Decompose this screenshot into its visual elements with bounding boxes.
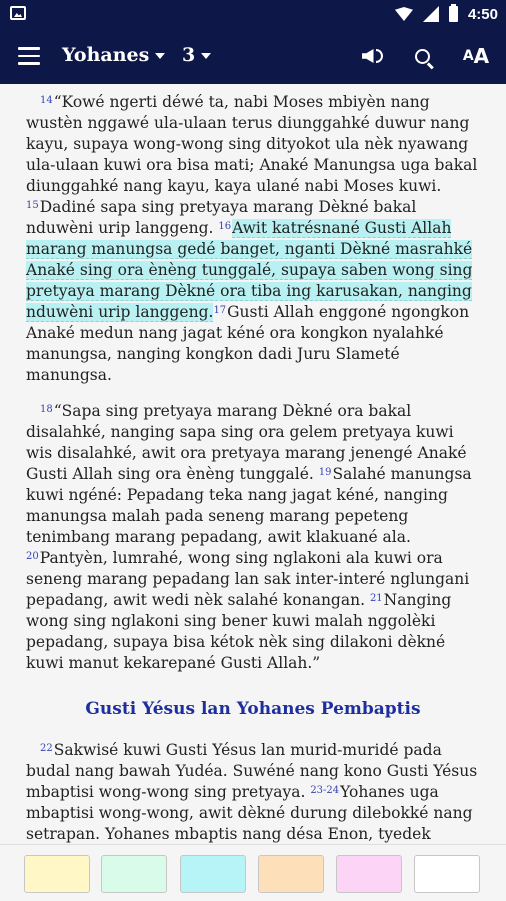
highlight-color-swatch[interactable] xyxy=(180,855,246,893)
verse-text[interactable]: Gusti Allah enggoné ngongkon Anaké medun nang jagat kéné ora kongkon nyalahké manungsa, nanging kongkon dadi Juru Slameté manungsa. xyxy=(26,303,470,384)
status-time: 4:50 xyxy=(467,5,498,23)
chevron-down-icon xyxy=(201,53,211,59)
text-size-icon[interactable]: A A xyxy=(462,44,490,68)
signal-icon xyxy=(423,6,439,22)
verse-text[interactable]: Nanging wong sing nglakoni sing bener kuwi malah nggolèki pepadang, supaya bisa kétok nèk sing dilakoni dèkné kuwi manut kekarepané Gusti Allah.” xyxy=(26,591,452,672)
verse-number: 21 xyxy=(369,593,383,604)
verse-number: 16 xyxy=(218,221,232,232)
battery-icon xyxy=(449,6,458,22)
verse-number: 17 xyxy=(213,305,227,316)
highlight-color-swatch[interactable] xyxy=(414,855,480,893)
paragraph xyxy=(26,401,480,674)
app-toolbar xyxy=(0,28,506,84)
book-selector[interactable] xyxy=(62,44,165,66)
highlighted-verse-text[interactable]: Awit katrésnané Gusti Allah marang manungsa gedé banget, nganti Dèkné masrahké Anaké sing ora ènèng tunggalé, supaya saben wong sing pretyaya marang Dèkné ora tiba ing karusakan, nanging nduwèni urip langgeng. xyxy=(26,219,473,321)
verse-number: 14 xyxy=(40,95,53,106)
verse-number: 18 xyxy=(40,404,53,415)
verse-number: 20 xyxy=(26,551,39,562)
highlight-color-swatch[interactable] xyxy=(336,855,402,893)
menu-icon[interactable] xyxy=(18,47,40,65)
highlight-color-swatch[interactable] xyxy=(258,855,324,893)
verse-number: 22 xyxy=(40,743,53,754)
speaker-icon[interactable] xyxy=(358,42,386,70)
verse-text[interactable]: Sakwisé kuwi Gusti Yésus lan murid-muridé pada budal nang bawah Yudéa. Suwéné nang kono Gusti Yésus mbaptisi wong-wong sing pretyaya. xyxy=(26,741,478,801)
chevron-down-icon xyxy=(155,53,165,59)
verse-text[interactable]: Pantyèn, lumrahé, wong sing nglakoni ala kuwi ora seneng marang pepadang lan sak inter-interé nglungani pepadang, awit wedi nèk salahé konangan. xyxy=(26,549,470,609)
verse-number: 19 xyxy=(318,467,332,478)
section-heading: Gusti Yésus lan Yohanes Pembaptis xyxy=(85,699,421,719)
chapter-selector[interactable] xyxy=(182,44,211,66)
gallery-notification-icon xyxy=(10,6,26,20)
chapter-number: 3 xyxy=(182,44,196,66)
book-name: Yohanes xyxy=(62,44,150,66)
verse-text[interactable]: “Kowé ngerti déwé ta, nabi Moses mbiyèn nang wustèn nggawé ula-ulaan terus diunggahké duwur nang kayu, supaya wong-wong sing dityokot ula nèk nyawang ula-ulaan kuwi ora bisa mati; Anaké Manungsa uga bakal diunggahké nang kayu, kaya ulané nabi Moses kuwi. xyxy=(26,93,478,195)
status-right xyxy=(395,4,498,24)
verse-text[interactable]: Dadiné sapa sing pretyaya marang Dèkné bakal nduwèni urip langgeng. xyxy=(26,198,417,237)
verse-number: 15 xyxy=(26,200,39,211)
verse-number: 23-24 xyxy=(310,785,340,796)
verse-text[interactable]: Salahé manungsa kuwi ngéné: Pepadang teka nang jagat kéné, nanging manungsa malah pada seneng marang pepeteng tenimbang marang pepadang, awit klakuané ala. xyxy=(26,465,472,546)
highlight-palette xyxy=(0,844,506,901)
scripture-content[interactable] xyxy=(0,84,506,844)
status-bar xyxy=(0,0,506,28)
search-icon[interactable] xyxy=(408,42,436,70)
paragraph xyxy=(26,92,480,386)
highlight-color-swatch[interactable] xyxy=(24,855,90,893)
highlight-color-swatch[interactable] xyxy=(101,855,167,893)
verse-text[interactable]: “Sapa sing pretyaya marang Dèkné ora bakal disalahké, nanging sapa sing ora gelem pretyaya kuwi wis disalahké, awit ora pretyaya marang jenengé Anaké Gusti Allah sing ora ènèng tunggalé. xyxy=(26,402,467,483)
verse-text[interactable]: Yohanes uga mbaptisi wong-wong, awit dèkné durung dilebokké nang setrapan. Yohanes mbaptis nang désa Enon, tyedek xyxy=(26,783,473,843)
wifi-icon xyxy=(395,7,413,21)
